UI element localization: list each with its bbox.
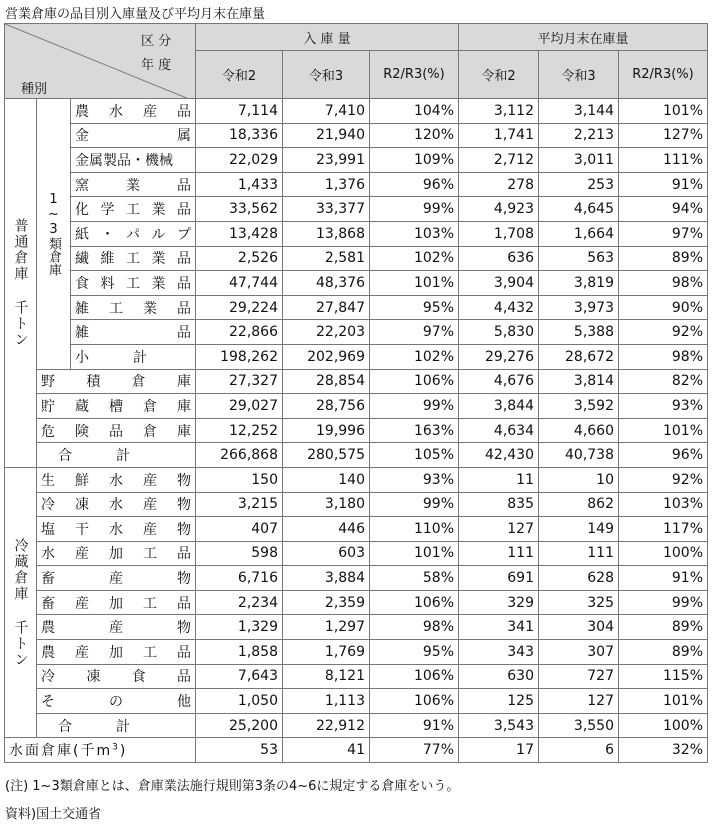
header-shubetsu: 種別 — [21, 82, 48, 97]
value-cell: 29,224 — [196, 295, 283, 320]
value-cell: 630 — [459, 664, 539, 689]
value-cell: 3,543 — [459, 713, 539, 738]
suimen-label: 水面倉庫(千m — [9, 743, 113, 760]
item-label: 農 産 物 — [41, 620, 191, 637]
value-cell: 13,868 — [283, 221, 370, 246]
value-cell: 41 — [283, 738, 370, 763]
value-cell: 4,660 — [539, 418, 619, 443]
header-col: 令和2 — [196, 51, 283, 99]
value-cell: 636 — [459, 246, 539, 271]
item-label: 水 産 加 工 品 — [41, 546, 191, 563]
value-cell: 93% — [370, 467, 459, 492]
suimen-row — [5, 738, 708, 763]
item-label: 雑 工 業 品 — [75, 300, 191, 317]
value-cell: 42,430 — [459, 443, 539, 468]
value-cell: 1,050 — [196, 689, 283, 714]
value-cell: 3,180 — [283, 492, 370, 517]
item-name — [37, 418, 196, 443]
value-cell: 29,027 — [196, 394, 283, 419]
value-cell: 3,144 — [539, 99, 619, 124]
value-cell: 12,252 — [196, 418, 283, 443]
item-name — [71, 271, 196, 296]
table-row — [5, 369, 708, 394]
value-cell: 2,359 — [283, 590, 370, 615]
item-name — [71, 148, 196, 173]
value-cell: 90% — [619, 295, 708, 320]
value-cell: 58% — [370, 566, 459, 591]
value-cell: 11 — [459, 467, 539, 492]
item-label: 小計 — [75, 349, 191, 366]
item-name — [71, 246, 196, 271]
value-cell: 99% — [370, 394, 459, 419]
table-row — [5, 689, 708, 714]
value-cell: 77% — [370, 738, 459, 763]
value-cell: 94% — [619, 197, 708, 222]
value-cell: 2,581 — [283, 246, 370, 271]
table-row — [5, 246, 708, 271]
value-cell: 22,866 — [196, 320, 283, 345]
table-row — [5, 123, 708, 148]
value-cell: 149 — [539, 517, 619, 542]
value-cell: 127 — [539, 689, 619, 714]
value-cell: 115% — [619, 664, 708, 689]
source-note: 資料)国土交通省 — [5, 807, 102, 822]
value-cell: 5,830 — [459, 320, 539, 345]
table-row — [5, 148, 708, 173]
item-name — [71, 344, 196, 369]
item-name — [71, 172, 196, 197]
item-name — [37, 664, 196, 689]
table-row — [5, 271, 708, 296]
item-name — [71, 99, 196, 124]
value-cell: 4,634 — [459, 418, 539, 443]
item-name — [71, 123, 196, 148]
table-row — [5, 517, 708, 542]
value-cell: 5,388 — [539, 320, 619, 345]
value-cell: 1,664 — [539, 221, 619, 246]
value-cell: 28,854 — [283, 369, 370, 394]
table-row — [5, 615, 708, 640]
value-cell: 6 — [539, 738, 619, 763]
value-cell: 8,121 — [283, 664, 370, 689]
item-label: 合計 — [58, 448, 174, 465]
value-cell: 89% — [619, 640, 708, 665]
value-cell: 91% — [370, 713, 459, 738]
section-label-reizo: 冷蔵倉庫 千トン — [5, 467, 37, 738]
item-label: 農 産 加 工 品 — [41, 644, 191, 661]
value-cell: 96% — [619, 443, 708, 468]
value-cell: 95% — [370, 295, 459, 320]
value-cell: 48,376 — [283, 271, 370, 296]
value-cell: 29,276 — [459, 344, 539, 369]
page-title: 営業倉庫の品目別入庫量及び平均月末在庫量 — [5, 7, 266, 22]
value-cell: 278 — [459, 172, 539, 197]
value-cell: 563 — [539, 246, 619, 271]
value-cell: 2,712 — [459, 148, 539, 173]
value-cell: 1,329 — [196, 615, 283, 640]
table-row — [5, 99, 708, 124]
value-cell: 101% — [619, 418, 708, 443]
value-cell: 99% — [619, 590, 708, 615]
value-cell: 3,814 — [539, 369, 619, 394]
header-col: 令和3 — [539, 51, 619, 99]
value-cell: 2,213 — [539, 123, 619, 148]
value-cell: 3,011 — [539, 148, 619, 173]
value-cell: 91% — [619, 172, 708, 197]
item-label: 雑 品 — [75, 325, 191, 342]
item-label: 生 鮮 水 産 物 — [41, 472, 191, 489]
value-cell: 304 — [539, 615, 619, 640]
item-name — [71, 197, 196, 222]
value-cell: 111% — [619, 148, 708, 173]
value-cell: 329 — [459, 590, 539, 615]
value-cell: 96% — [370, 172, 459, 197]
value-cell: 407 — [196, 517, 283, 542]
value-cell: 1,858 — [196, 640, 283, 665]
value-cell: 82% — [619, 369, 708, 394]
value-cell: 1,113 — [283, 689, 370, 714]
value-cell: 28,672 — [539, 344, 619, 369]
value-cell: 101% — [370, 271, 459, 296]
item-label: 危 険 品 倉 庫 — [41, 423, 191, 440]
item-name — [71, 221, 196, 246]
value-cell: 3,844 — [459, 394, 539, 419]
value-cell: 98% — [619, 271, 708, 296]
item-label: 繊 維 工 業 品 — [75, 251, 191, 268]
item-label: 食 料 工 業 品 — [75, 275, 191, 292]
value-cell: 198,262 — [196, 344, 283, 369]
value-cell: 97% — [619, 221, 708, 246]
header-nendo: 年 度 — [141, 58, 172, 73]
value-cell: 106% — [370, 664, 459, 689]
header-group-nyuko: 入 庫 量 — [196, 24, 459, 51]
value-cell: 33,562 — [196, 197, 283, 222]
value-cell: 4,923 — [459, 197, 539, 222]
value-cell: 106% — [370, 590, 459, 615]
value-cell: 89% — [619, 246, 708, 271]
item-name — [37, 492, 196, 517]
item-name — [37, 590, 196, 615]
value-cell: 1,297 — [283, 615, 370, 640]
value-cell: 150 — [196, 467, 283, 492]
value-cell: 105% — [370, 443, 459, 468]
table-row — [5, 295, 708, 320]
value-cell: 325 — [539, 590, 619, 615]
value-cell: 101% — [619, 689, 708, 714]
value-cell: 97% — [370, 320, 459, 345]
value-cell: 3,215 — [196, 492, 283, 517]
value-cell: 127 — [459, 517, 539, 542]
value-cell: 140 — [283, 467, 370, 492]
value-cell: 3,904 — [459, 271, 539, 296]
value-cell: 22,912 — [283, 713, 370, 738]
value-cell: 99% — [370, 492, 459, 517]
value-cell: 266,868 — [196, 443, 283, 468]
value-cell: 3,550 — [539, 713, 619, 738]
item-name — [71, 295, 196, 320]
value-cell: 835 — [459, 492, 539, 517]
value-cell: 1,708 — [459, 221, 539, 246]
value-cell: 4,676 — [459, 369, 539, 394]
value-cell: 89% — [619, 615, 708, 640]
value-cell: 95% — [370, 640, 459, 665]
value-cell: 27,847 — [283, 295, 370, 320]
value-cell: 10 — [539, 467, 619, 492]
value-cell: 343 — [459, 640, 539, 665]
item-name — [37, 713, 196, 738]
value-cell: 110% — [370, 517, 459, 542]
table-row — [5, 320, 708, 345]
item-label: 冷 凍 食 品 — [41, 669, 191, 686]
value-cell: 102% — [370, 344, 459, 369]
header-col: R2/R3(%) — [619, 51, 708, 99]
value-cell: 3,819 — [539, 271, 619, 296]
table-row — [5, 394, 708, 419]
item-label: 金 属 — [75, 128, 191, 145]
value-cell: 127% — [619, 123, 708, 148]
value-cell: 22,029 — [196, 148, 283, 173]
value-cell: 598 — [196, 541, 283, 566]
value-cell: 120% — [370, 123, 459, 148]
value-cell: 1,769 — [283, 640, 370, 665]
value-cell: 99% — [370, 197, 459, 222]
table-row — [5, 541, 708, 566]
header-col: R2/R3(%) — [370, 51, 459, 99]
value-cell: 23,991 — [283, 148, 370, 173]
value-cell: 3,973 — [539, 295, 619, 320]
table-row — [5, 492, 708, 517]
table-row — [5, 197, 708, 222]
item-label: 合計 — [58, 718, 174, 735]
value-cell: 727 — [539, 664, 619, 689]
value-cell: 117% — [619, 517, 708, 542]
value-cell: 862 — [539, 492, 619, 517]
value-cell: 103% — [370, 221, 459, 246]
item-name — [37, 394, 196, 419]
subtotal-row — [5, 344, 708, 369]
value-cell: 280,575 — [283, 443, 370, 468]
value-cell: 202,969 — [283, 344, 370, 369]
table-row — [5, 172, 708, 197]
value-cell: 7,410 — [283, 99, 370, 124]
value-cell: 3,884 — [283, 566, 370, 591]
value-cell: 93% — [619, 394, 708, 419]
value-cell: 19,996 — [283, 418, 370, 443]
item-name — [5, 738, 196, 763]
item-name — [37, 443, 196, 468]
value-cell: 3,592 — [539, 394, 619, 419]
value-cell: 21,940 — [283, 123, 370, 148]
header-group-zaiko: 平均月末在庫量 — [459, 24, 708, 51]
value-cell: 17 — [459, 738, 539, 763]
value-cell: 7,643 — [196, 664, 283, 689]
value-cell: 628 — [539, 566, 619, 591]
item-label: 紙 ・ パ ル プ — [75, 226, 191, 243]
table-row — [5, 566, 708, 591]
header-col: 令和3 — [283, 51, 370, 99]
value-cell: 53 — [196, 738, 283, 763]
suimen-sup: 3 — [112, 742, 120, 753]
value-cell: 98% — [370, 615, 459, 640]
value-cell: 92% — [619, 320, 708, 345]
item-label: そ の 他 — [41, 694, 191, 711]
value-cell: 40,738 — [539, 443, 619, 468]
item-label: 農 水 産 品 — [75, 103, 191, 120]
value-cell: 33,377 — [283, 197, 370, 222]
item-label: 金属製品・機械 — [75, 152, 173, 169]
total-row — [5, 443, 708, 468]
item-label: 畜 産 加 工 品 — [41, 595, 191, 612]
value-cell: 101% — [619, 99, 708, 124]
item-label: 化 学 工 業 品 — [75, 202, 191, 219]
value-cell: 603 — [283, 541, 370, 566]
value-cell: 1,741 — [459, 123, 539, 148]
value-cell: 22,203 — [283, 320, 370, 345]
item-label: 塩 干 水 産 物 — [41, 521, 191, 538]
value-cell: 7,114 — [196, 99, 283, 124]
item-label: 畜 産 物 — [41, 571, 191, 588]
value-cell: 111 — [459, 541, 539, 566]
value-cell: 100% — [619, 713, 708, 738]
total-row — [5, 713, 708, 738]
item-label: 窯 業 品 — [75, 177, 191, 194]
value-cell: 1,433 — [196, 172, 283, 197]
value-cell: 341 — [459, 615, 539, 640]
value-cell: 91% — [619, 566, 708, 591]
value-cell: 4,432 — [459, 295, 539, 320]
suimen-close: ) — [119, 743, 128, 760]
value-cell: 2,234 — [196, 590, 283, 615]
item-name — [37, 369, 196, 394]
value-cell: 104% — [370, 99, 459, 124]
table-row — [5, 590, 708, 615]
value-cell: 307 — [539, 640, 619, 665]
item-name — [37, 689, 196, 714]
item-name — [37, 517, 196, 542]
table-row — [5, 640, 708, 665]
value-cell: 4,645 — [539, 197, 619, 222]
item-name — [37, 615, 196, 640]
item-label: 貯 蔵 槽 倉 庫 — [41, 398, 191, 415]
value-cell: 98% — [619, 344, 708, 369]
value-cell: 2,526 — [196, 246, 283, 271]
value-cell: 446 — [283, 517, 370, 542]
value-cell: 13,428 — [196, 221, 283, 246]
value-cell: 111 — [539, 541, 619, 566]
value-cell: 691 — [459, 566, 539, 591]
value-cell: 253 — [539, 172, 619, 197]
value-cell: 101% — [370, 541, 459, 566]
item-name — [37, 541, 196, 566]
warehouse-table — [4, 23, 708, 763]
table-row — [5, 467, 708, 492]
value-cell: 102% — [370, 246, 459, 271]
table-row — [5, 664, 708, 689]
item-name — [37, 640, 196, 665]
item-label: 冷 凍 水 産 物 — [41, 497, 191, 514]
header-kubun: 区 分 — [141, 34, 172, 49]
header-col: 令和2 — [459, 51, 539, 99]
value-cell: 106% — [370, 689, 459, 714]
value-cell: 125 — [459, 689, 539, 714]
value-cell: 32% — [619, 738, 708, 763]
value-cell: 6,716 — [196, 566, 283, 591]
value-cell: 47,744 — [196, 271, 283, 296]
value-cell: 1,376 — [283, 172, 370, 197]
value-cell: 28,756 — [283, 394, 370, 419]
value-cell: 109% — [370, 148, 459, 173]
footnote: (注) 1~3類倉庫とは、倉庫業法施行規則第3条の4~6に規定する倉庫をいう。 — [5, 779, 460, 794]
sub-label-1-3rui: 1~3類倉庫 — [37, 99, 71, 370]
value-cell: 18,336 — [196, 123, 283, 148]
item-name — [37, 566, 196, 591]
value-cell: 3,112 — [459, 99, 539, 124]
value-cell: 106% — [370, 369, 459, 394]
header-corner — [5, 24, 196, 99]
item-name — [71, 320, 196, 345]
value-cell: 25,200 — [196, 713, 283, 738]
value-cell: 27,327 — [196, 369, 283, 394]
item-label: 野 積 倉 庫 — [41, 374, 191, 391]
section-label-futsu: 普通倉庫 千トン — [5, 99, 37, 468]
value-cell: 92% — [619, 467, 708, 492]
value-cell: 100% — [619, 541, 708, 566]
item-name — [37, 467, 196, 492]
table-row — [5, 221, 708, 246]
value-cell: 103% — [619, 492, 708, 517]
value-cell: 163% — [370, 418, 459, 443]
table-row — [5, 418, 708, 443]
